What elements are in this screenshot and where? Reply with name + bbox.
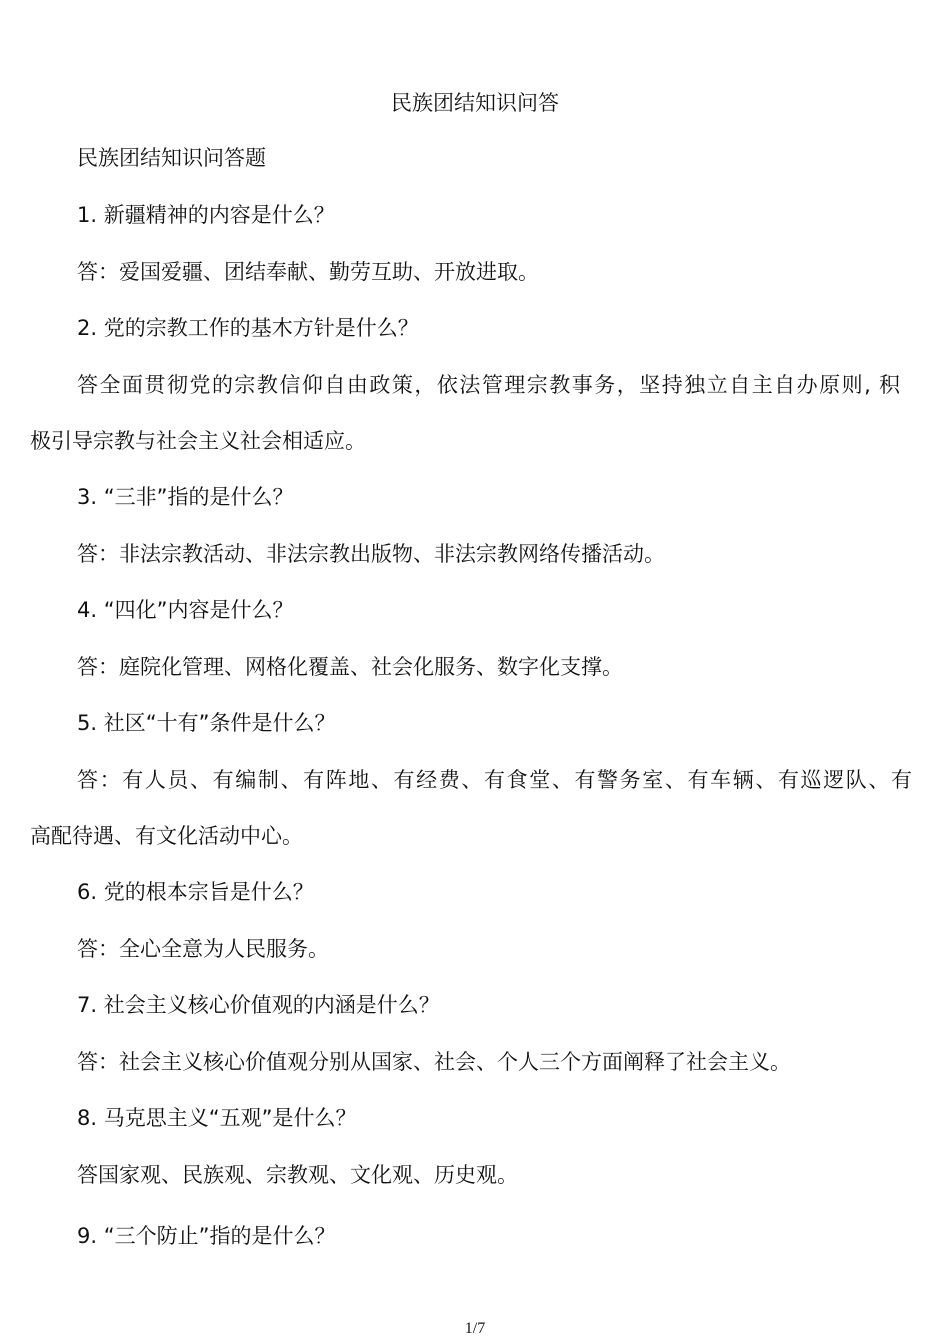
question-9: 9. “三个防止”指的是什么？ (77, 1224, 336, 1248)
answer-4: 答：庭院化管理、网格化覆盖、社会化服务、数字化支撑。 (77, 655, 623, 679)
question-1: 1. 新疆精神的内容是什么？ (77, 203, 335, 227)
question-2: 2. 党的宗教工作的基木方针是什么？ (77, 316, 419, 340)
answer-8: 答国家观、民族观、宗教观、文化观、历史观。 (77, 1163, 518, 1187)
question-7: 7. 社会主义核心价值观的内涵是什么？ (77, 993, 440, 1017)
document-title: 民族团结知识问答 (391, 91, 559, 115)
answer-2-line-1: 答全面贯彻党的宗教信仰自由政策，依法管理宗教事务，坚持独立自主自办原则, 积 (77, 373, 900, 397)
answer-2-line-2: 极引导宗教与社会主义社会相适应。 (30, 429, 366, 453)
answer-6: 答：全心全意为人民服务。 (77, 937, 329, 961)
answer-1: 答：爱国爱疆、团结奉献、勤劳互助、开放进取。 (77, 260, 539, 284)
question-5: 5. 社区“十有”条件是什么？ (77, 711, 336, 735)
question-6: 6. 党的根本宗旨是什么？ (77, 880, 314, 904)
question-4: 4. “四化”内容是什么？ (77, 598, 294, 622)
answer-3: 答：非法宗教活动、非法宗教出版物、非法宗教网络传播活动。 (77, 542, 665, 566)
answer-7: 答：社会主义核心价值观分别从国家、社会、个人三个方面阐释了社会主义。 (77, 1050, 791, 1074)
answer-5-line-1: 答：有人员、有编制、有阵地、有经费、有食堂、有警务室、有车辆、有巡逻队、有 (77, 768, 912, 792)
question-8: 8. 马克思主义“五观”是什么？ (77, 1106, 357, 1130)
document-subtitle: 民族团结知识问答题 (77, 146, 266, 170)
answer-5-line-2: 高配待遇、有文化活动中心。 (30, 824, 303, 848)
page-number: 1/7 (464, 1320, 486, 1337)
question-3: 3. “三非”指的是什么？ (77, 485, 294, 509)
